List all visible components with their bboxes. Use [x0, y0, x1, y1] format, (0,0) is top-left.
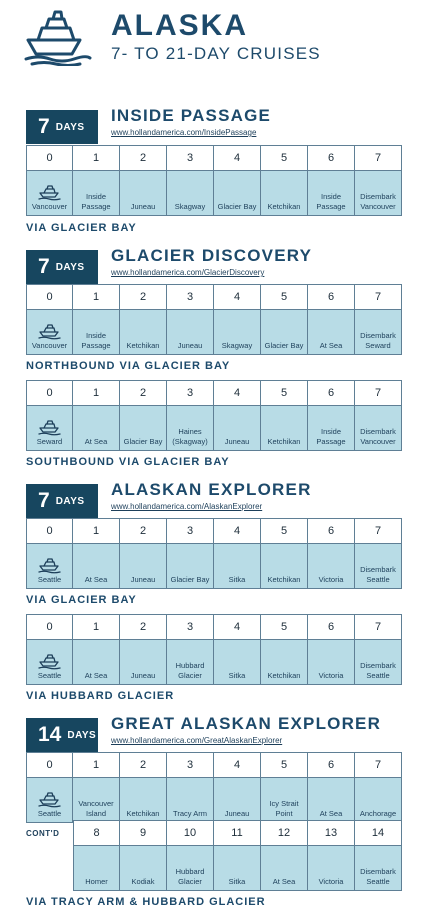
port-cell — [214, 309, 260, 355]
day-number-cell: 7 — [355, 752, 401, 777]
port-name: Juneau — [130, 670, 156, 680]
port-name: Disembark Vancouver — [360, 427, 396, 446]
day-number-cell: 4 — [214, 752, 260, 777]
day-number-cell: 1 — [73, 614, 119, 639]
route-label: VIA TRACY ARM & HUBBARD GLACIER — [26, 896, 266, 908]
day-number-cell: 2 — [120, 752, 166, 777]
days-word: DAYS — [55, 495, 85, 507]
itinerary-day-column — [26, 284, 73, 355]
port-name: Inside Passage — [316, 192, 346, 211]
day-number-cell: 9 — [120, 820, 166, 845]
day-number-cell: 6 — [308, 518, 354, 543]
port-name: Disembark Vancouver — [360, 192, 396, 211]
port-cell — [308, 845, 354, 891]
day-number-cell: 0 — [27, 518, 72, 543]
port-cell — [261, 543, 307, 589]
itinerary-table — [26, 518, 402, 589]
port-name: Victoria — [318, 670, 344, 680]
port-cell — [27, 777, 72, 823]
port-name: Haines (Skagway) — [172, 427, 208, 446]
day-number-cell: 6 — [308, 614, 354, 639]
itinerary-day-column — [261, 380, 308, 451]
day-number-cell: 4 — [214, 518, 260, 543]
port-name: Inside Passage — [316, 427, 346, 446]
day-number-cell: 5 — [261, 380, 307, 405]
port-name: Juneau — [224, 808, 250, 818]
day-number-cell: 5 — [261, 518, 307, 543]
page-subtitle: 7- TO 21-DAY CRUISES — [111, 44, 321, 63]
itinerary-day-column — [355, 752, 402, 823]
itinerary-day-column — [308, 752, 355, 823]
days-word: DAYS — [67, 729, 97, 741]
itinerary-day-column — [73, 820, 120, 891]
port-cell — [167, 777, 213, 823]
day-number-cell: 1 — [73, 518, 119, 543]
port-cell — [73, 543, 119, 589]
day-number-cell: 1 — [73, 145, 119, 170]
day-number-cell: 11 — [214, 820, 260, 845]
days-word: DAYS — [55, 261, 85, 273]
port-cell — [120, 543, 166, 589]
day-number-cell: 13 — [308, 820, 354, 845]
port-cell — [74, 845, 119, 891]
port-name: At Sea — [319, 808, 343, 818]
section-url-link[interactable]: www.hollandamerica.com/InsidePassage — [111, 128, 257, 137]
day-number-cell: 1 — [73, 284, 119, 309]
itinerary-day-column — [308, 614, 355, 685]
port-cell — [27, 639, 72, 685]
day-number-cell: 0 — [27, 614, 72, 639]
route-label: NORTHBOUND VIA GLACIER BAY — [26, 360, 231, 372]
day-number-cell: 6 — [308, 284, 354, 309]
port-name: Icy Strait Point — [269, 799, 299, 818]
port-cell — [120, 639, 166, 685]
port-name: Vancouver — [31, 201, 68, 211]
ship-icon — [38, 418, 62, 436]
day-number-cell: 5 — [261, 145, 307, 170]
day-number-cell: 2 — [120, 614, 166, 639]
port-name: Ketchikan — [267, 670, 301, 680]
day-number-cell: 0 — [27, 752, 72, 777]
page-title: ALASKA — [111, 9, 248, 42]
port-cell — [214, 405, 260, 451]
port-name: Hubbard Glacier — [175, 867, 205, 886]
section-url-link[interactable]: www.hollandamerica.com/GreatAlaskanExplorer — [111, 736, 283, 745]
days-number: 7 — [38, 255, 50, 278]
itinerary-day-column — [355, 518, 402, 589]
port-cell — [120, 845, 166, 891]
day-number-cell: 2 — [120, 380, 166, 405]
day-number-cell: 12 — [261, 820, 307, 845]
days-badge — [26, 484, 98, 518]
section-url-link[interactable]: www.hollandamerica.com/AlaskanExplorer — [111, 502, 263, 511]
port-name: Tracy Arm — [173, 808, 207, 818]
port-cell — [120, 405, 166, 451]
itinerary-day-column — [355, 380, 402, 451]
port-name: Sitka — [228, 670, 246, 680]
itinerary-day-column — [73, 284, 120, 355]
port-cell — [167, 405, 213, 451]
itinerary-day-column — [261, 614, 308, 685]
itinerary-day-column — [308, 820, 355, 891]
itinerary-day-column — [261, 820, 308, 891]
section-title: INSIDE PASSAGE — [111, 106, 272, 125]
day-number-cell: 0 — [27, 380, 72, 405]
day-number-cell: 3 — [167, 752, 213, 777]
day-number-cell: 7 — [355, 284, 401, 309]
day-number-cell: 1 — [73, 380, 119, 405]
port-cell — [308, 170, 354, 216]
port-name: Seward — [36, 436, 63, 446]
itinerary-day-column — [120, 614, 167, 685]
itinerary-day-column — [73, 518, 120, 589]
ship-icon — [38, 322, 62, 340]
port-cell — [261, 309, 307, 355]
port-cell — [120, 170, 166, 216]
port-name: At Sea — [84, 436, 108, 446]
itinerary-day-column — [120, 380, 167, 451]
port-name: Ketchikan — [126, 340, 160, 350]
port-name: Disembark Seattle — [360, 565, 396, 584]
days-number: 7 — [38, 489, 50, 512]
day-number-cell: 4 — [214, 284, 260, 309]
itinerary-day-column — [261, 752, 308, 823]
port-name: Victoria — [318, 574, 344, 584]
day-number-cell: 5 — [261, 752, 307, 777]
port-name: Disembark Seattle — [360, 661, 396, 680]
port-cell — [261, 777, 307, 823]
port-cell — [214, 170, 260, 216]
day-number-cell: 0 — [27, 284, 72, 309]
itinerary-day-column — [308, 518, 355, 589]
day-number-cell: 1 — [73, 752, 119, 777]
itinerary-day-column — [167, 614, 214, 685]
section-url-link[interactable]: www.hollandamerica.com/GlacierDiscovery — [111, 268, 265, 277]
days-word: DAYS — [55, 121, 85, 133]
port-cell — [167, 639, 213, 685]
port-name: Seattle — [37, 670, 62, 680]
itinerary-table — [26, 614, 402, 685]
day-number-cell: 4 — [214, 145, 260, 170]
itinerary-day-column — [261, 518, 308, 589]
port-name: At Sea — [272, 876, 296, 886]
port-name: Skagway — [221, 340, 253, 350]
itinerary-day-column — [214, 614, 261, 685]
itinerary-day-column — [120, 145, 167, 216]
port-cell — [167, 170, 213, 216]
itinerary-day-column — [261, 284, 308, 355]
day-number-cell: 3 — [167, 145, 213, 170]
port-name: Anchorage — [359, 808, 397, 818]
itinerary-day-column — [355, 284, 402, 355]
port-name: Seattle — [37, 574, 62, 584]
ship-icon — [38, 556, 62, 574]
port-cell — [27, 405, 72, 451]
route-label: VIA GLACIER BAY — [26, 222, 137, 234]
itinerary-day-column — [214, 145, 261, 216]
port-name: Vancouver Island — [78, 799, 114, 818]
itinerary-day-column — [26, 380, 73, 451]
day-number-cell: 6 — [308, 145, 354, 170]
port-name: At Sea — [84, 574, 108, 584]
section-title: GREAT ALASKAN EXPLORER — [111, 714, 382, 733]
days-badge — [26, 718, 98, 752]
day-number-cell: 7 — [355, 380, 401, 405]
itinerary-day-column — [167, 380, 214, 451]
port-cell — [214, 777, 260, 823]
port-name: Disembark Seward — [360, 331, 396, 350]
port-cell — [214, 639, 260, 685]
day-number-cell: 3 — [167, 380, 213, 405]
itinerary-day-column — [167, 820, 214, 891]
port-name: At Sea — [84, 670, 108, 680]
port-name: Juneau — [177, 340, 203, 350]
itinerary-day-column — [120, 518, 167, 589]
itinerary-day-column — [214, 284, 261, 355]
itinerary-day-column — [120, 752, 167, 823]
day-number-cell: 3 — [167, 614, 213, 639]
port-cell — [355, 309, 401, 355]
itinerary-day-column — [214, 518, 261, 589]
port-cell — [355, 405, 401, 451]
section-title: ALASKAN EXPLORER — [111, 480, 312, 499]
port-cell — [27, 309, 72, 355]
itinerary-day-column — [214, 752, 261, 823]
day-number-cell: 2 — [120, 284, 166, 309]
day-number-cell: 4 — [214, 614, 260, 639]
port-cell — [73, 639, 119, 685]
port-name: Homer — [85, 876, 108, 886]
days-badge — [26, 110, 98, 144]
port-name: Vancouver — [31, 340, 68, 350]
day-number-cell: 6 — [308, 752, 354, 777]
itinerary-table — [26, 380, 402, 451]
port-name: Hubbard Glacier — [175, 661, 205, 680]
itinerary-day-column — [26, 614, 73, 685]
port-cell — [261, 639, 307, 685]
page-header — [0, 0, 424, 80]
port-name: Glacier Bay — [217, 201, 257, 211]
port-cell — [261, 405, 307, 451]
itinerary-table — [73, 820, 402, 891]
itinerary-day-column — [355, 145, 402, 216]
port-name: Ketchikan — [126, 808, 160, 818]
itinerary-day-column — [261, 145, 308, 216]
itinerary-day-column — [308, 284, 355, 355]
itinerary-day-column — [308, 145, 355, 216]
port-cell — [167, 543, 213, 589]
port-cell — [214, 543, 260, 589]
days-badge — [26, 250, 98, 284]
day-number-cell: 2 — [120, 518, 166, 543]
days-number: 14 — [38, 723, 62, 746]
port-name: Glacier Bay — [170, 574, 210, 584]
port-name: Glacier Bay — [264, 340, 304, 350]
port-name: Inside Passage — [81, 331, 111, 350]
route-label: SOUTHBOUND VIA GLACIER BAY — [26, 456, 230, 468]
itinerary-table — [26, 752, 402, 823]
day-number-cell: 5 — [261, 614, 307, 639]
port-cell — [120, 309, 166, 355]
port-name: Victoria — [318, 876, 344, 886]
itinerary-table — [26, 284, 402, 355]
port-cell — [167, 845, 213, 891]
day-number-cell: 3 — [167, 518, 213, 543]
ship-icon — [38, 790, 62, 808]
day-number-cell: 5 — [261, 284, 307, 309]
section-title: GLACIER DISCOVERY — [111, 246, 313, 265]
port-cell — [308, 777, 354, 823]
port-cell — [355, 845, 401, 891]
itinerary-day-column — [73, 145, 120, 216]
port-cell — [355, 170, 401, 216]
day-number-cell: 7 — [355, 614, 401, 639]
port-cell — [167, 309, 213, 355]
ship-icon — [38, 652, 62, 670]
route-label: VIA HUBBARD GLACIER — [26, 690, 175, 702]
itinerary-day-column — [26, 752, 73, 823]
itinerary-day-column — [355, 820, 402, 891]
itinerary-day-column — [167, 752, 214, 823]
itinerary-day-column — [26, 145, 73, 216]
port-name: Ketchikan — [267, 436, 301, 446]
port-cell — [308, 405, 354, 451]
port-name: Ketchikan — [267, 574, 301, 584]
itinerary-day-column — [214, 820, 261, 891]
itinerary-day-column — [73, 752, 120, 823]
itinerary-day-column — [167, 145, 214, 216]
port-cell — [73, 777, 119, 823]
itinerary-day-column — [214, 380, 261, 451]
day-number-cell: 8 — [74, 820, 119, 845]
day-number-cell: 14 — [355, 820, 401, 845]
port-cell — [261, 170, 307, 216]
itinerary-day-column — [167, 518, 214, 589]
day-number-cell: 7 — [355, 145, 401, 170]
port-cell — [355, 777, 401, 823]
port-cell — [355, 543, 401, 589]
port-name: Sitka — [228, 574, 246, 584]
port-name: Juneau — [224, 436, 250, 446]
route-label: VIA GLACIER BAY — [26, 594, 137, 606]
port-cell — [308, 309, 354, 355]
day-number-cell: 2 — [120, 145, 166, 170]
day-number-cell: 0 — [27, 145, 72, 170]
port-cell — [308, 639, 354, 685]
port-cell — [73, 309, 119, 355]
day-number-cell: 3 — [167, 284, 213, 309]
itinerary-day-column — [73, 614, 120, 685]
port-name: Ketchikan — [267, 201, 301, 211]
port-cell — [73, 405, 119, 451]
itinerary-day-column — [355, 614, 402, 685]
day-number-cell: 7 — [355, 518, 401, 543]
port-name: Disembark Seattle — [360, 867, 396, 886]
port-cell — [27, 170, 72, 216]
port-name: Sitka — [228, 876, 246, 886]
port-name: Juneau — [130, 201, 156, 211]
itinerary-table — [26, 145, 402, 216]
itinerary-day-column — [26, 518, 73, 589]
port-cell — [355, 639, 401, 685]
days-number: 7 — [38, 115, 50, 138]
port-name: Seattle — [37, 808, 62, 818]
cruise-ship-icon — [22, 6, 94, 66]
itinerary-day-column — [120, 820, 167, 891]
port-name: At Sea — [319, 340, 343, 350]
day-number-cell: 4 — [214, 380, 260, 405]
itinerary-day-column — [120, 284, 167, 355]
port-cell — [120, 777, 166, 823]
port-cell — [261, 845, 307, 891]
continued-label: CONT'D — [26, 829, 60, 838]
itinerary-day-column — [73, 380, 120, 451]
ship-icon — [38, 183, 62, 201]
port-name: Inside Passage — [81, 192, 111, 211]
itinerary-day-column — [308, 380, 355, 451]
port-cell — [73, 170, 119, 216]
port-name: Kodiak — [131, 876, 155, 886]
port-cell — [308, 543, 354, 589]
day-number-cell: 10 — [167, 820, 213, 845]
port-name: Juneau — [130, 574, 156, 584]
port-cell — [214, 845, 260, 891]
day-number-cell: 6 — [308, 380, 354, 405]
itinerary-day-column — [167, 284, 214, 355]
port-name: Skagway — [174, 201, 206, 211]
port-cell — [27, 543, 72, 589]
port-name: Glacier Bay — [123, 436, 163, 446]
